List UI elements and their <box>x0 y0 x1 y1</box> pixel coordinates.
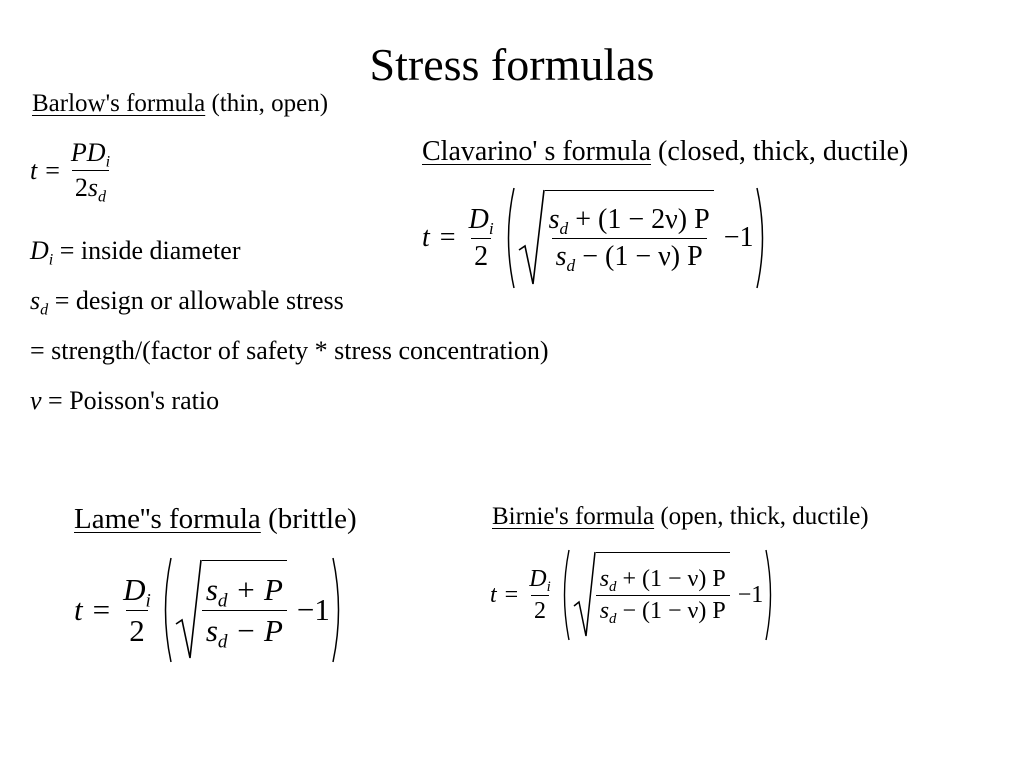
barlow-numerator <box>68 138 113 170</box>
barlow-den-2: 2 <box>74 173 88 202</box>
definition-strength <box>30 336 549 366</box>
lame-lhs: t <box>74 592 83 627</box>
right-paren-icon <box>330 556 346 664</box>
lame-inner-den-s: s <box>205 613 218 648</box>
birnie-outer-fraction <box>526 566 553 625</box>
def4-symbol: ν <box>30 386 42 415</box>
def1-symbol: D <box>30 236 49 265</box>
def2-sub: d <box>40 301 49 319</box>
clavarino-outer-den: 2 <box>471 238 491 273</box>
def1-text: = inside diameter <box>59 236 241 265</box>
clavarino-inner-den-rest: − (1 − ν) P <box>582 241 703 272</box>
birnie-minus-one: −1 <box>737 581 764 608</box>
clavarino-inner-num-s: s <box>548 204 560 235</box>
left-paren-icon <box>501 186 517 290</box>
barlow-num-sub: i <box>105 153 111 171</box>
barlow-heading <box>32 90 328 118</box>
barlow-fraction <box>68 138 113 206</box>
clavarino-formula <box>422 186 770 290</box>
lame-outer-sub: i <box>145 590 151 612</box>
barlow-lhs: t <box>30 155 38 185</box>
barlow-den-s: s <box>87 173 99 202</box>
birnie-name: Birnie's formula <box>492 503 655 530</box>
clavarino-name: Clavarino' s formula <box>422 136 651 167</box>
lame-formula <box>74 556 346 664</box>
barlow-denominator <box>72 170 109 206</box>
lame-outer-den: 2 <box>126 610 148 649</box>
def3-text: = strength/(factor of safety * stress concentration) <box>30 336 549 365</box>
barlow-qualifier: (thin, open) <box>211 90 329 117</box>
lame-outer-fraction <box>120 572 154 649</box>
birnie-heading <box>492 503 869 531</box>
clavarino-outer-fraction <box>466 204 497 273</box>
clavarino-inner-den-s: s <box>555 241 567 272</box>
birnie-outer-num: D <box>529 565 547 592</box>
lame-inner-den-rest: − P <box>235 613 283 648</box>
clavarino-heading <box>422 136 908 168</box>
def2-symbol: s <box>30 286 41 315</box>
barlow-equals: = <box>45 155 60 185</box>
clavarino-outer-num: D <box>468 203 489 235</box>
barlow-den-sub: d <box>98 188 107 206</box>
clavarino-qualifier: (closed, thick, ductile) <box>658 136 909 167</box>
birnie-inner-den-s: s <box>599 598 610 624</box>
def2-text: = design or allowable stress <box>54 286 344 315</box>
radical-icon <box>517 188 545 288</box>
birnie-lhs: t <box>490 581 497 608</box>
left-paren-icon <box>558 548 572 642</box>
lame-equals: = <box>92 592 111 627</box>
radical-icon <box>572 550 596 640</box>
lame-inner-num-rest: + P <box>235 572 283 607</box>
page-title: Stress formulas <box>369 39 655 90</box>
birnie-inner-num-s: s <box>599 566 610 592</box>
clavarino-lhs: t <box>422 222 430 253</box>
clavarino-inner-num-rest: + (1 − 2ν) P <box>575 204 710 235</box>
birnie-inner-num-rest: + (1 − ν) P <box>622 566 726 592</box>
definition-poisson <box>30 386 219 416</box>
birnie-inner-den-rest: − (1 − ν) P <box>622 598 726 624</box>
birnie-equals: = <box>504 581 519 608</box>
barlow-num-d: D <box>86 138 106 167</box>
clavarino-equals: = <box>439 222 456 253</box>
birnie-inner-den-sub: d <box>609 611 617 628</box>
left-paren-icon <box>158 556 174 664</box>
lame-radicand <box>202 560 287 661</box>
lame-inner-den-sub: d <box>217 631 228 653</box>
def4-text: = Poisson's ratio <box>48 386 220 415</box>
clavarino-minus-one: −1 <box>723 222 754 253</box>
definition-design-stress <box>30 286 344 319</box>
def1-sub: i <box>48 251 54 269</box>
lame-heading <box>74 503 357 536</box>
right-paren-icon <box>763 548 777 642</box>
birnie-inner-num-sub: d <box>609 579 617 596</box>
definition-inside-diameter <box>30 236 241 269</box>
clavarino-inner-den-sub: d <box>566 256 576 276</box>
barlow-formula <box>30 138 113 206</box>
barlow-num-p: P <box>70 138 87 167</box>
birnie-outer-sub: i <box>546 578 551 595</box>
clavarino-radicand <box>545 190 714 287</box>
birnie-radicand <box>596 552 730 639</box>
lame-inner-num-s: s <box>205 572 218 607</box>
lame-outer-num: D <box>123 571 146 607</box>
lame-name: Lame''s formula <box>74 503 261 535</box>
clavarino-outer-sub: i <box>488 218 494 238</box>
birnie-formula <box>490 548 777 642</box>
barlow-name: Barlow's formula <box>32 90 206 117</box>
lame-qualifier: (brittle) <box>268 503 357 535</box>
right-paren-icon <box>754 186 770 290</box>
lame-minus-one: −1 <box>296 592 330 627</box>
birnie-outer-den: 2 <box>531 595 549 625</box>
radical-icon <box>174 558 202 662</box>
clavarino-inner-num-sub: d <box>559 219 569 239</box>
birnie-qualifier: (open, thick, ductile) <box>660 503 869 530</box>
lame-inner-num-sub: d <box>217 590 228 612</box>
